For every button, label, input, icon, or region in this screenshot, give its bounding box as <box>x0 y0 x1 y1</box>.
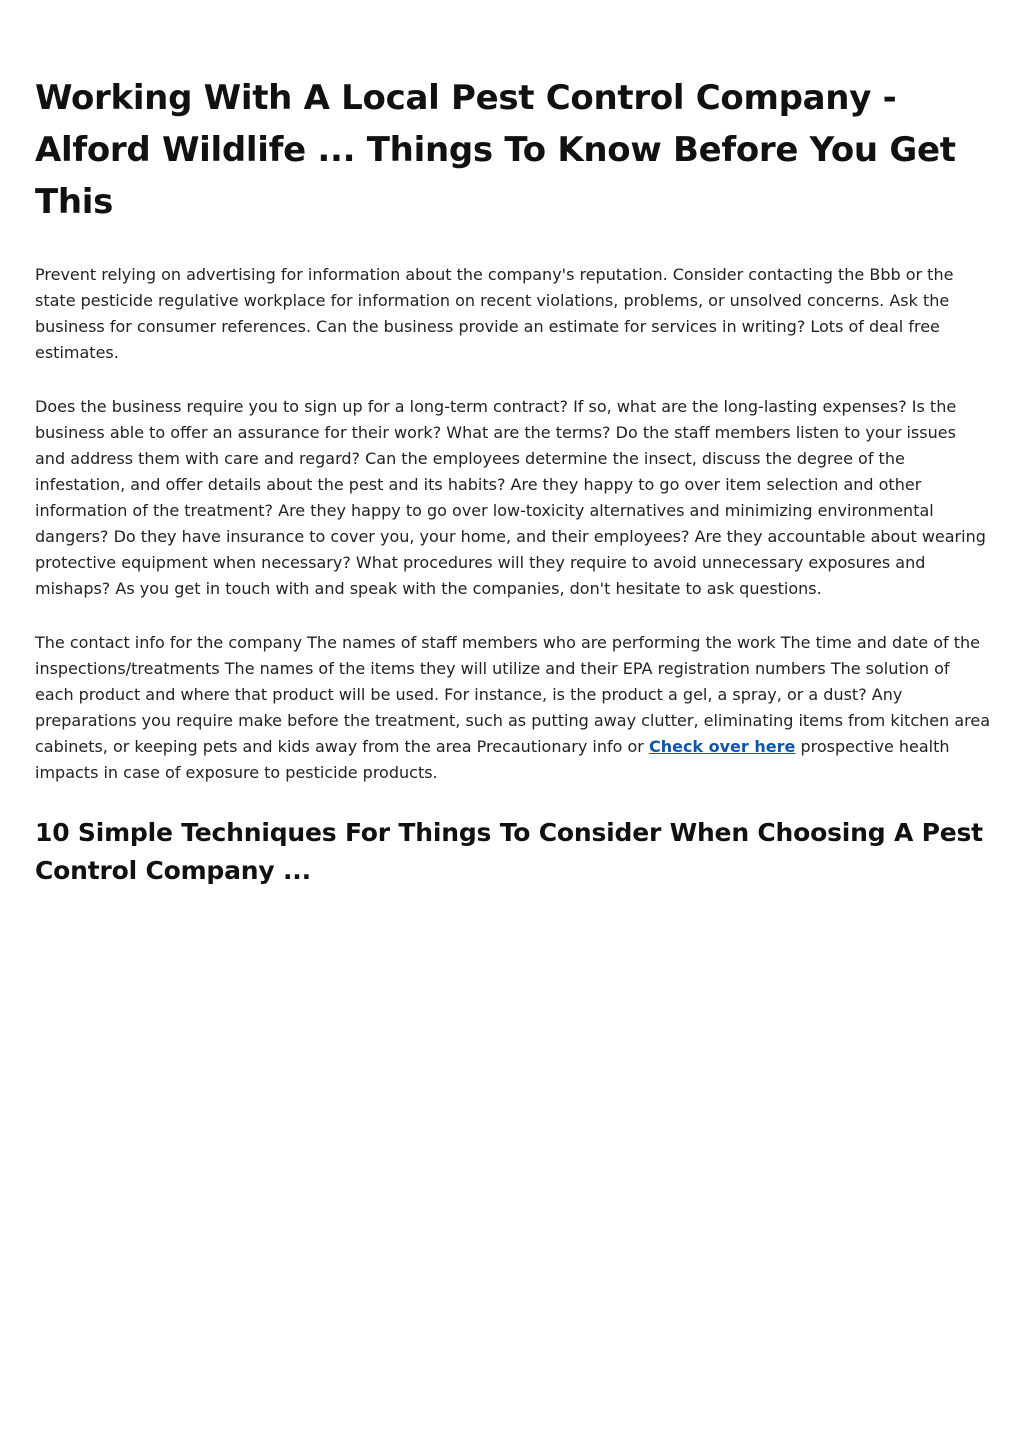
paragraph-questions: Does the business require you to sign up for a long-term contract? If so, what are the long-lasting expenses? Is the business able to offer an assurance for their work? What are the terms? Do the staff members listen to your issues and address them with care and regard? Can the employees determine the insect, discuss the degree of the infestation, and offer details about the pest and its habits? Are they happy to go over item selection and other information of the treatment? Are they happy to go over low-toxicity alternatives and minimizing environmental dangers? Do they have insurance to cover you, your home, and their employees? Are they accountable about wearing protective equipment when necessary? What procedures will they require to avoid unnecessary exposures and mishaps? As you get in touch with and speak with the companies, don't hesitate to ask questions. <box>35 397 986 598</box>
check-over-here-link[interactable]: Check over here <box>648 737 796 756</box>
paragraph-reputation: Prevent relying on advertising for information about the company's reputation. Consider contacting the Bbb or the state pesticide regulative workplace for information on recent violations, problems, or unsolved concerns. Ask the business for consumer references. Can the business provide an estimate for services in writing? Lots of deal free estimates. <box>35 265 954 362</box>
paragraph-text-before-link: The contact info for the company The names of staff members who are performing the work The time and date of the inspections/treatments The names of the items they will utilize and their EPA registration numbers The solution of each product and where that product will be used. For instance, is the product a gel, a spray, or a dust? Any preparations you require make before the treatment, such as putting away clutter, eliminating items from kitchen area cabinets, or keeping pets and kids away from the area Precautionary info or <box>35 633 991 756</box>
section-subheading: 10 Simple Techniques For Things To Consider When Choosing A Pest Control Company ... <box>35 818 983 885</box>
paragraph-text-after-link: prospective health impacts in case of exposure to pesticide products. <box>35 737 950 782</box>
paragraph-contact-info <box>35 630 990 786</box>
article-title: Working With A Local Pest Control Company - Alford Wildlife ... Things To Know Before You Get This <box>35 78 956 222</box>
